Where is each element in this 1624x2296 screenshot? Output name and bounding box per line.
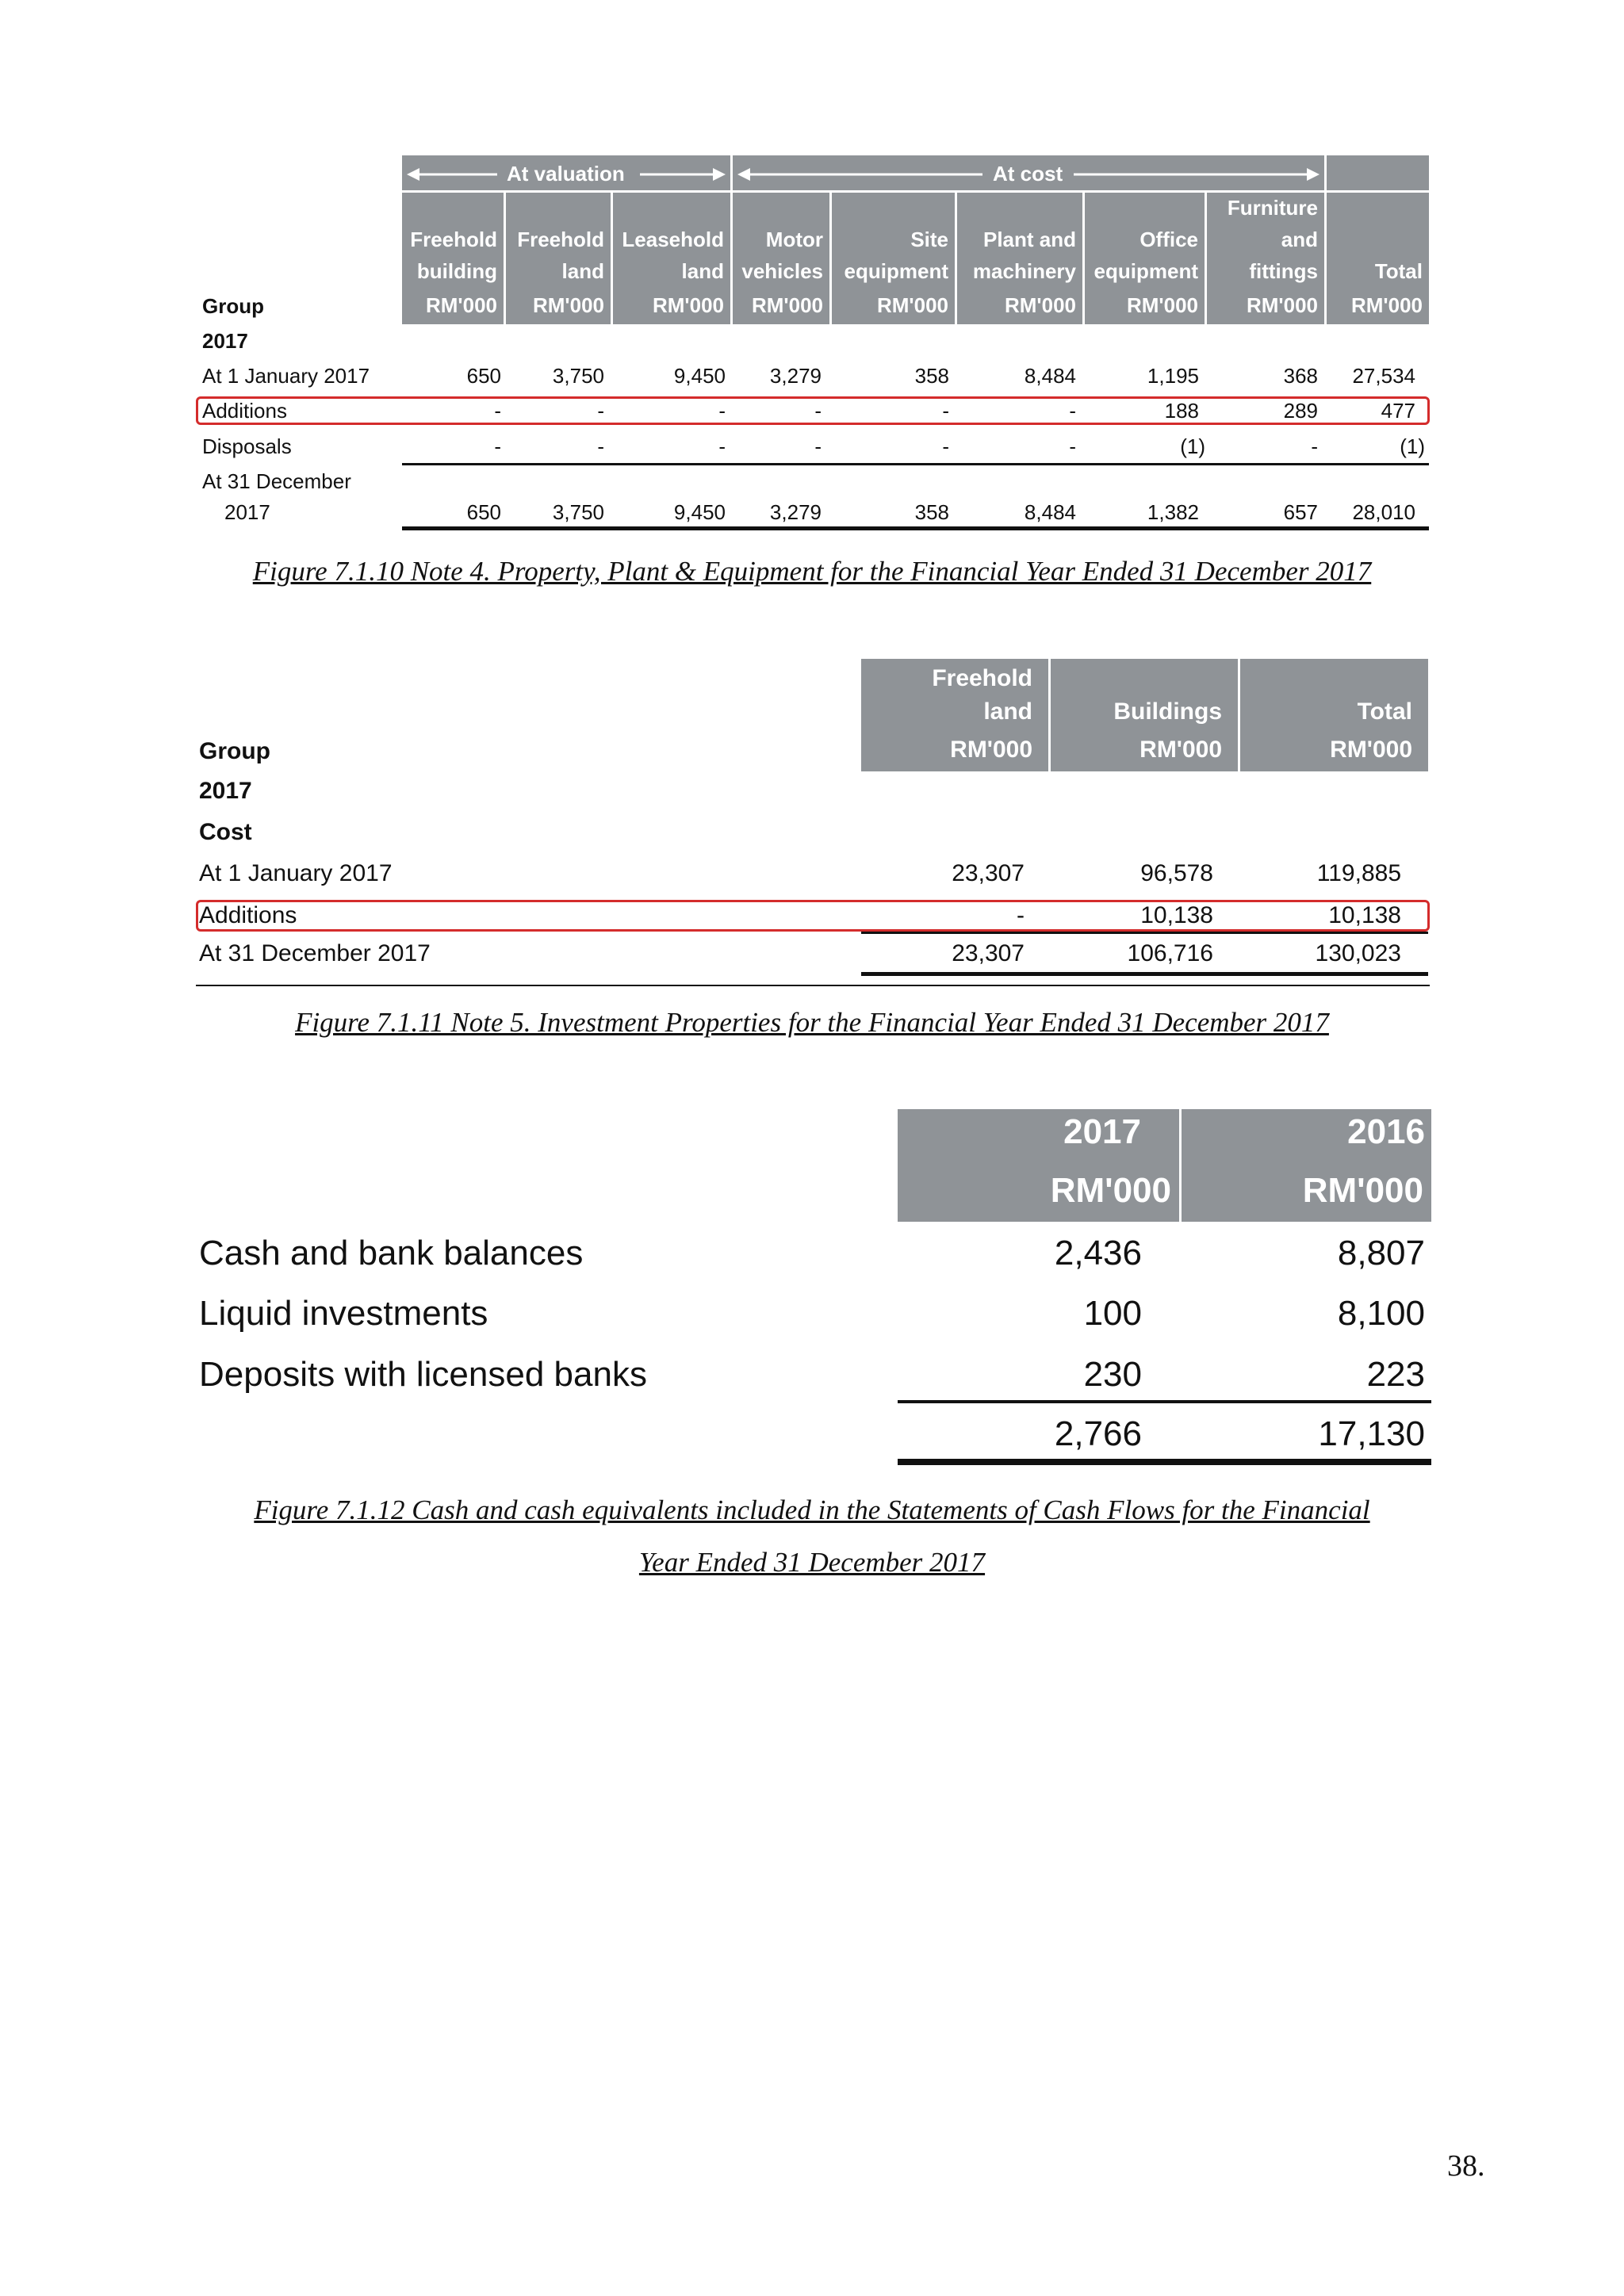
col-header-motor-vehicles: Motor vehicles RM'000 [733,193,829,324]
cell-value: 8,100 [1337,1294,1425,1333]
cell-value: 8,807 [1337,1234,1425,1272]
col-header-total: Total RM'000 [1327,193,1429,324]
subtotal-rule [402,463,1429,465]
col-header-leasehold-land: Leasehold land RM'000 [613,193,730,324]
total-rule [898,1459,1431,1465]
year-label: 2017 [199,778,252,804]
cell-value: (1) [1400,434,1425,458]
cell-value: 3,750 [552,500,604,524]
cell-value: 1,195 [1147,364,1199,388]
group-label: Group [199,738,270,764]
col-header-freehold-building: Freehold building RM'000 [402,193,504,324]
cell-value: 27,534 [1352,364,1415,388]
cell-value: 119,885 [1316,860,1401,886]
cell-value: - [494,434,501,458]
span-header-total-blank [1327,155,1429,190]
cell-value: 230 [1083,1355,1142,1394]
cell-value: 10,138 [1140,902,1213,928]
total-value: 2,766 [1054,1414,1142,1453]
col-header-plant-machinery: Plant and machinery RM'000 [957,193,1082,324]
cell-value: - [1017,902,1025,928]
col-header-freehold-land: Freehold land RM'000 [506,193,611,324]
cell-value: - [942,399,949,423]
row-label: Additions [199,902,297,928]
cell-value: (1) [1180,434,1205,458]
cell-value: - [718,399,726,423]
cell-value: - [597,399,604,423]
figure-caption-7-1-12-line1: Figure 7.1.12 Cash and cash equivalents included in the Statements of Cash Flows for the Financial [254,1494,1370,1525]
row-label: Disposals [202,434,292,458]
row-label: Additions [202,399,287,423]
cell-value: 23,307 [952,940,1025,966]
span-label-cost: At cost [993,162,1063,186]
row-label: At 31 December [202,469,351,493]
row-label: Deposits with licensed banks [199,1355,647,1394]
cell-value: 223 [1366,1355,1425,1394]
table-bottom-rule [196,985,1430,986]
cell-value: 9,450 [673,364,726,388]
col-header-furniture-fittings: Furniture and fittings RM'000 [1207,193,1324,324]
cell-value: 368 [1283,364,1318,388]
col-header-buildings: Buildings RM'000 [1051,659,1238,771]
cell-value: - [718,434,726,458]
cell-value: 28,010 [1352,500,1415,524]
year-label: 2017 [202,329,248,353]
total-rule [861,972,1428,976]
cell-value: 23,307 [952,860,1025,886]
cell-value: - [1311,434,1318,458]
total-rule [402,526,1429,530]
cell-value: - [1069,399,1076,423]
cell-value: 3,750 [552,364,604,388]
cell-value: 650 [466,364,501,388]
col-header-site-equipment: Site equipment RM'000 [832,193,955,324]
row-label: Liquid investments [199,1294,488,1333]
cell-value: 2,436 [1054,1234,1142,1272]
cell-value: 8,484 [1024,364,1076,388]
cell-value: 130,023 [1315,940,1401,966]
cell-value: 9,450 [673,500,726,524]
cell-value: - [1069,434,1076,458]
row-label: At 1 January 2017 [199,860,393,886]
cell-value: - [942,434,949,458]
cell-value: 477 [1381,399,1415,423]
subtotal-rule [898,1400,1431,1403]
col-header-freehold-land: Freehold land RM'000 [861,659,1048,771]
span-label-valuation: At valuation [507,162,625,186]
cell-value: 100 [1083,1294,1142,1333]
cell-value: 657 [1283,500,1318,524]
span-header-cost [733,155,1324,190]
cell-value: 8,484 [1024,500,1076,524]
total-value: 17,130 [1318,1414,1425,1453]
span-header-valuation [402,155,730,190]
cell-value: 10,138 [1328,902,1401,928]
cell-value: 358 [914,500,949,524]
subtotal-rule [861,932,1428,934]
cell-value: 106,716 [1127,940,1213,966]
cell-value: - [814,434,822,458]
row-label: At 1 January 2017 [202,364,370,388]
col-header-total: Total RM'000 [1240,659,1428,771]
row-label-continued: 2017 [224,500,270,524]
cell-value: 3,279 [769,364,822,388]
group-label: Group [202,294,264,318]
figure-caption-7-1-10: Figure 7.1.10 Note 4. Property, Plant & Equipment for the Financial Year Ended 31 December 2017 [252,556,1372,587]
cell-value: 96,578 [1140,860,1213,886]
cell-value: 289 [1283,399,1318,423]
figure-caption-7-1-11: Figure 7.1.11 Note 5. Investment Properties for the Financial Year Ended 31 December 2017 [295,1007,1329,1038]
cell-value: 188 [1164,399,1199,423]
cell-value: 358 [914,364,949,388]
col-header-2017: 2017 RM'000 [898,1109,1179,1222]
row-label: At 31 December 2017 [199,940,431,966]
col-header-office-equipment: Office equipment RM'000 [1085,193,1205,324]
page-number: 38. [1447,2149,1485,2183]
section-label: Cost [199,819,252,845]
cell-value: 3,279 [769,500,822,524]
cell-value: - [494,399,501,423]
cell-value: 650 [466,500,501,524]
cell-value: - [597,434,604,458]
cell-value: - [814,399,822,423]
row-label: Cash and bank balances [199,1234,584,1272]
cell-value: 1,382 [1147,500,1199,524]
figure-caption-7-1-12-line2: Year Ended 31 December 2017 [638,1547,986,1578]
col-header-2016: 2016 RM'000 [1182,1109,1431,1222]
